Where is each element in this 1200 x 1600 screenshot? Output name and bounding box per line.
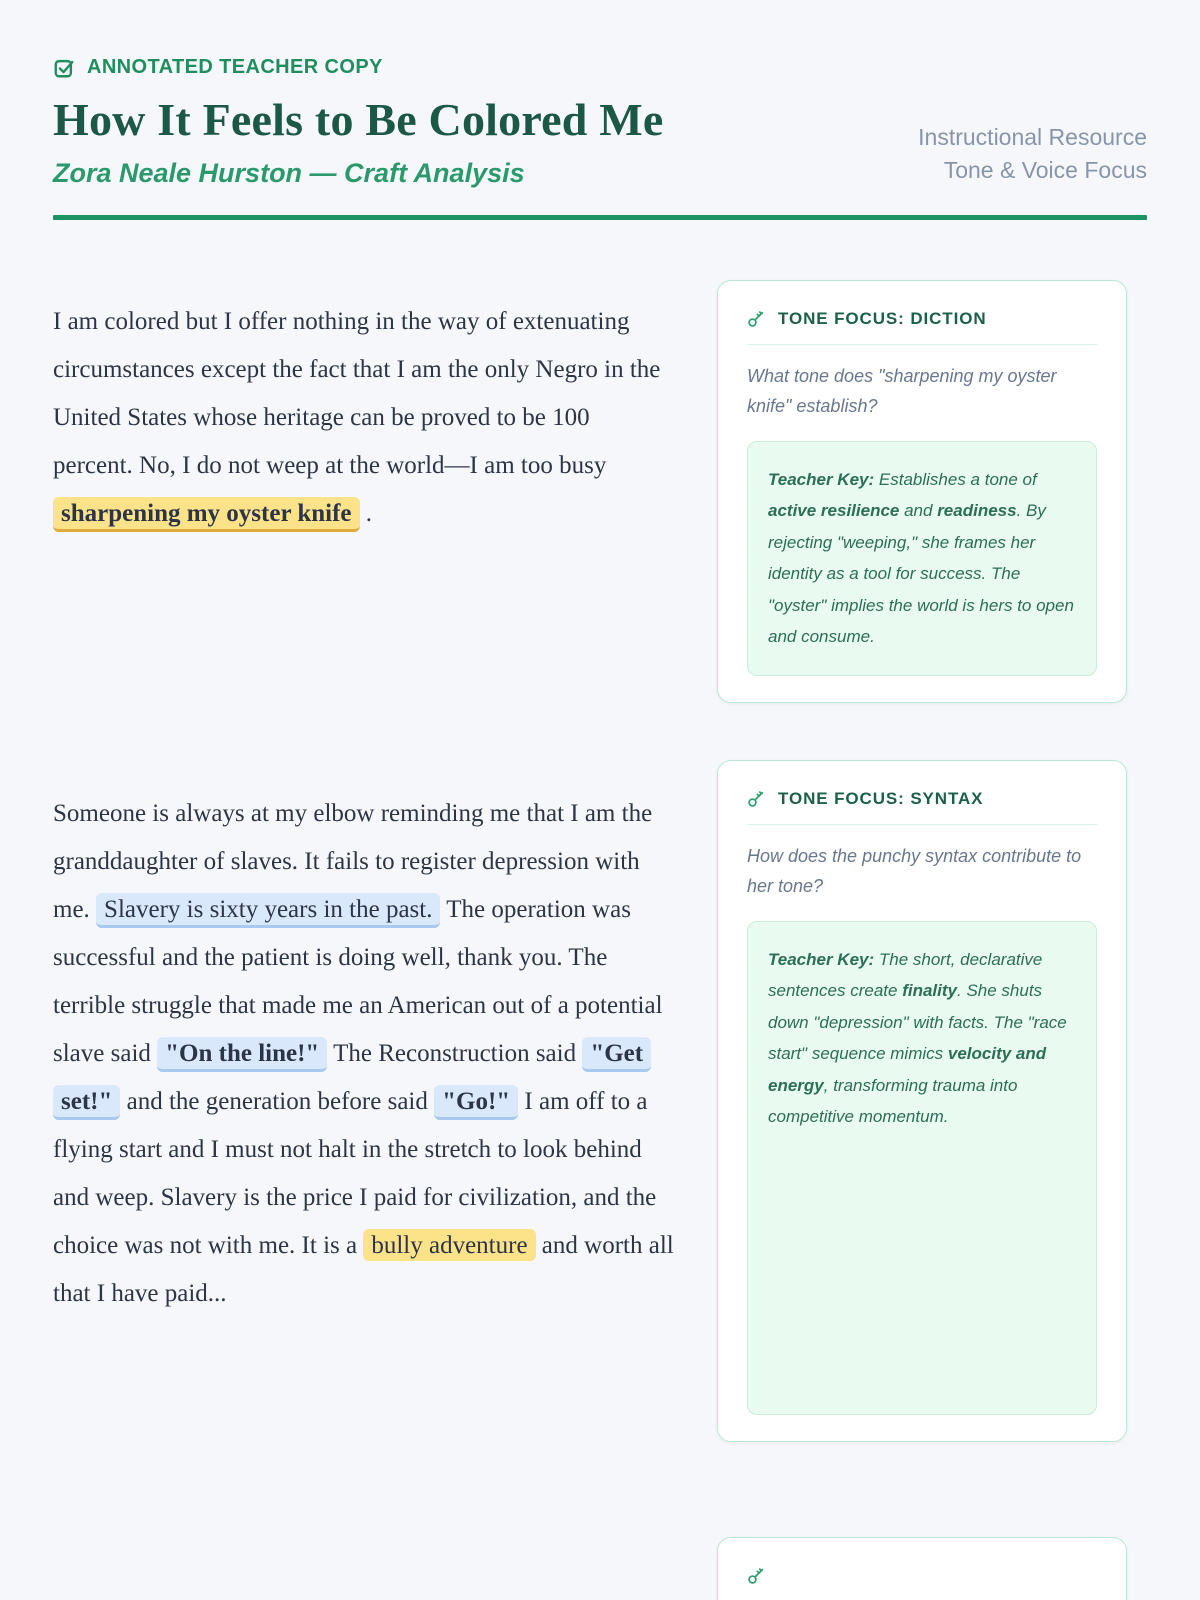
- checkbox-checked-icon: [53, 57, 75, 79]
- title-row: [53, 95, 1147, 189]
- passage-paragraph-1: I am colored but I offer nothing in the way of extenuating circumstances except the fact that I am the only Negro in the United States whose heritage can be proved to be 100 percent. No, I do not weep at the world—I am too busy sharpening my oyster knife .: [53, 298, 675, 538]
- card-header: [747, 789, 1097, 809]
- focus-question: What tone does "sharpening my oyster knife" establish?: [747, 365, 1057, 416]
- focus-question: How does the punchy syntax contribute to her tone?: [747, 845, 1082, 896]
- document-header: [53, 0, 1147, 220]
- badge-row: [53, 56, 1147, 79]
- annotation-column: [717, 220, 1127, 1600]
- title-block: [53, 95, 663, 189]
- annotation-card-partial: [717, 1537, 1127, 1600]
- teacher-key-label: Teacher Key:: [768, 949, 875, 969]
- badge-label: ANNOTATED TEACHER COPY: [87, 56, 383, 78]
- teacher-key-text: The short, declarative sentences create finality. She shuts down "depression" with facts. The "race start" sequence mimics velocity and energy, transforming trauma into competitive momentum.: [768, 949, 1067, 1127]
- card-title: TONE FOCUS: DICTION: [778, 308, 987, 328]
- teacher-key-text: Establishes a tone of active resilience and readiness. By rejecting "weeping," she frames her identity as a tool for success. The "oyster" implies the world is hers to open and consume.: [768, 469, 1074, 647]
- annotation-card-syntax: [717, 760, 1127, 1442]
- card-header: [747, 1566, 1097, 1585]
- meta-line-1: Instructional Resource: [918, 123, 1147, 150]
- key-icon: [747, 789, 766, 808]
- teacher-key-box: [747, 441, 1097, 676]
- meta-line-2: Tone & Voice Focus: [943, 156, 1147, 183]
- content-columns: [53, 220, 1147, 1600]
- card-title: TONE FOCUS: SYNTAX: [778, 788, 984, 808]
- card-divider: [747, 824, 1097, 825]
- card-header: [747, 309, 1097, 329]
- key-icon: [747, 309, 766, 328]
- teacher-key-label: Teacher Key:: [768, 469, 875, 489]
- page-subtitle: Zora Neale Hurston — Craft Analysis: [53, 157, 525, 188]
- annotation-card-diction: [717, 280, 1127, 703]
- passage-paragraph-2: Someone is always at my elbow reminding me that I am the granddaughter of slaves. It fails to register depression with me. Slavery is sixty years in the past. The operation was successful and the patient is doing well, thank you. The terrible struggle that made me an American out of a potential slave said "On the line!" The Reconstruction said "Get set!" and the generation before said "Go!" I am off to a flying start and I must not halt in the stretch to look behind and weep. Slavery is the price I paid for civilization, and the choice was not with me. It is a bully adventure and worth all that I have paid...: [53, 799, 674, 1307]
- meta-block: [918, 121, 1147, 189]
- teacher-key-box: [747, 921, 1097, 1415]
- passage-column: [53, 220, 675, 1600]
- key-icon: [747, 1566, 766, 1585]
- card-divider: [747, 344, 1097, 345]
- page-title: How It Feels to Be Colored Me: [53, 94, 664, 145]
